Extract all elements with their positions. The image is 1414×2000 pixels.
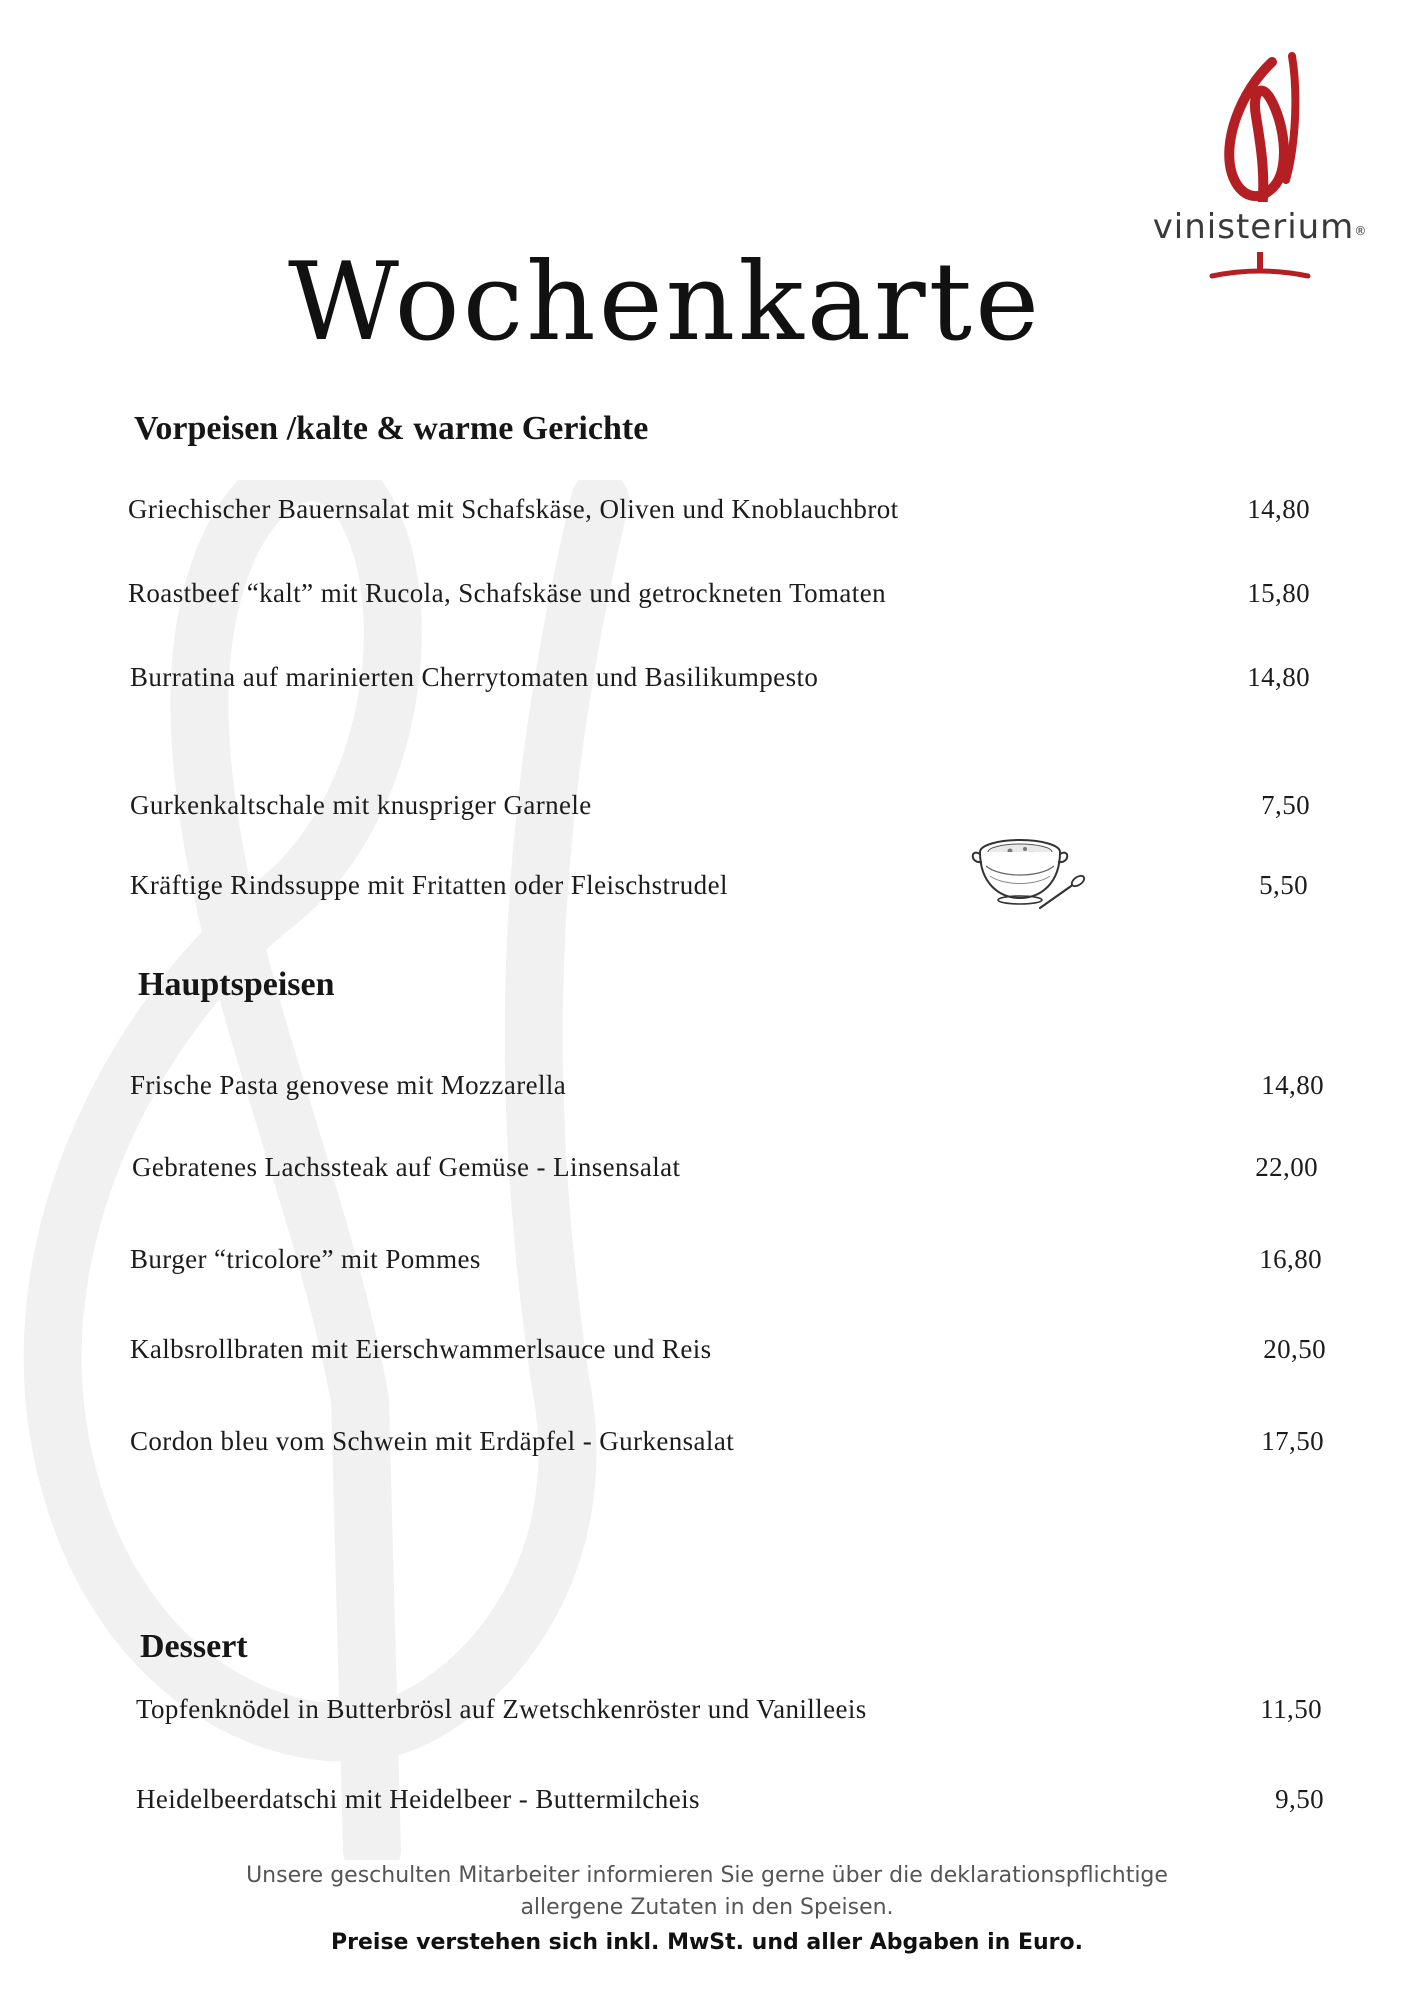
prices-note: Preise verstehen sich inkl. MwSt. und aller Abgaben in Euro. [331,1930,1083,1955]
menu-item-name: Burger “tricolore” mit Pommes [130,1244,481,1274]
menu-item-price: 15,80 [1247,578,1310,608]
menu-item-name: Frische Pasta genovese mit Mozzarella [130,1070,567,1100]
brand-name-text: vinisterium [1152,207,1355,247]
menu-item-price: 20,50 [1263,1334,1326,1364]
menu-item-price: 17,50 [1261,1426,1324,1456]
page-title: Wochenkarte [288,240,1042,365]
soup-bowl-icon [970,826,1090,918]
menu-item-price: 14,80 [1261,1070,1324,1100]
allergen-note-line2: allergene Zutaten in den Speisen. [520,1895,894,1920]
menu-item-name: Topfenknödel in Butterbrösl auf Zwetschkenröster und Vanilleeis [136,1694,867,1724]
menu-item-price: 5,50 [1259,870,1308,900]
menu-item-name: Gebratenes Lachssteak auf Gemüse - Linsensalat [132,1152,681,1182]
menu-item-name: Burratina auf marinierten Cherrytomaten und Basilikumpesto [130,662,819,692]
menu-item-price: 9,50 [1275,1784,1324,1814]
menu-item-name: Griechischer Bauernsalat mit Schafskäse, Oliven und Knoblauchbrot [128,494,899,524]
menu-item-price: 16,80 [1259,1244,1322,1274]
registered-mark: ® [1354,224,1368,238]
menu-item-price: 7,50 [1261,790,1310,820]
footer [0,1860,1414,1960]
menu-item-name: Roastbeef “kalt” mit Rucola, Schafskäse und getrockneten Tomaten [128,578,886,608]
menu-item-price: 14,80 [1247,662,1310,692]
menu-item-name: Heidelbeerdatschi mit Heidelbeer - Buttermilcheis [136,1784,700,1814]
menu-item-price: 11,50 [1260,1694,1322,1724]
section-heading-mains: Hauptspeisen [138,966,335,1003]
menu-item-name: Kräftige Rindssuppe mit Fritatten oder Fleischstrudel [130,870,728,900]
menu-item-price: 14,80 [1247,494,1310,524]
section-heading-dessert: Dessert [140,1628,248,1665]
section-heading-starters: Vorpeisen /kalte & warme Gerichte [134,410,649,447]
menu-item-name: Gurkenkaltschale mit knuspriger Garnele [130,790,592,820]
menu-item-price: 22,00 [1255,1152,1318,1182]
menu-item-name: Kalbsrollbraten mit Eierschwammerlsauce und Reis [130,1334,712,1364]
menu-item-name: Cordon bleu vom Schwein mit Erdäpfel - Gurkensalat [130,1426,735,1456]
allergen-note-line1: Unsere geschulten Mitarbeiter informieren Sie gerne über die deklarationspflichtige [246,1863,1168,1888]
